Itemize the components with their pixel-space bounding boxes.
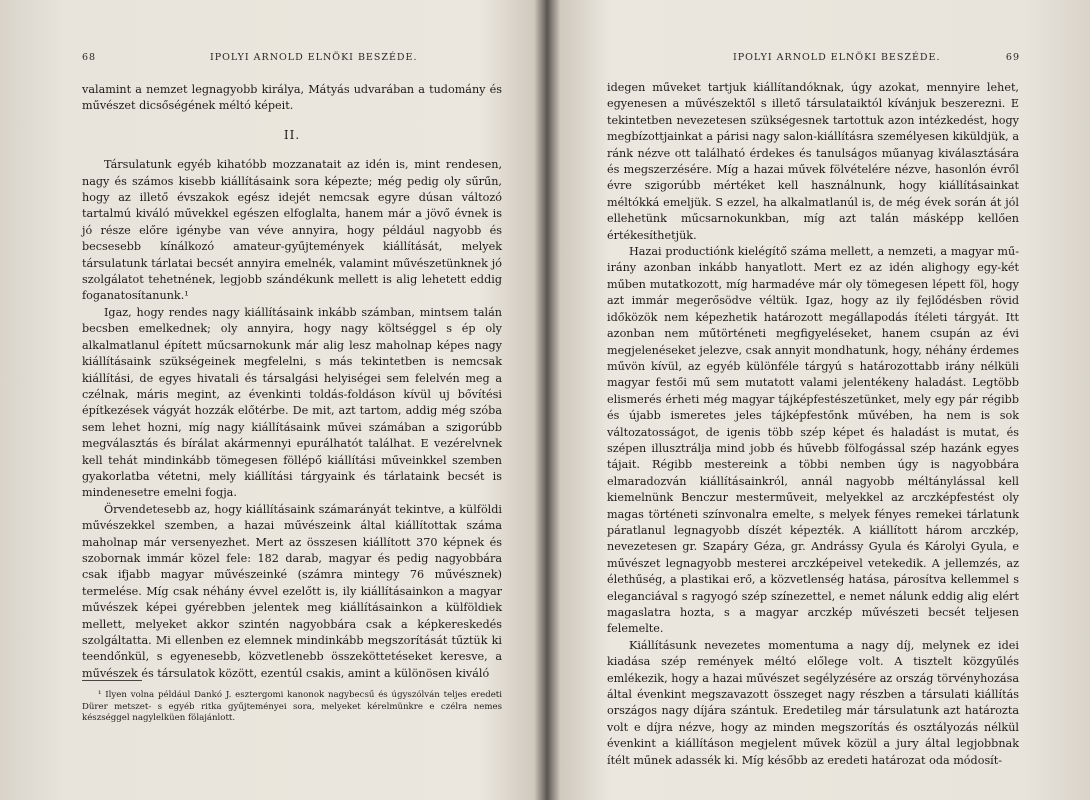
section-heading: II. bbox=[283, 127, 301, 142]
footnote bbox=[82, 690, 502, 725]
footnote-rule bbox=[82, 680, 142, 681]
right-page-body bbox=[607, 80, 1019, 769]
paragraph: Hazai productiónk kielégítő száma mellett, a nemzeti, a magyar mű-irány azonban inkább hanyatlott. Mert ez az idén alighogy egy-két műben mutatkozott, míg harmadéve már oly tömegesen lépett föl, hogy azt immár megerősödve véltük. Igaz, hogy az ily fejlődésben rövid időközök nem képezhetik határozott megállapodás ítéleti tárgyát. Itt azonban nem műtörténeti megfigyeléseket, hanem csupán az évi megjelenéseket jelezve, csak annyit mondhatunk, hogy, néhány érdemes művön kívül, az egyéb különféle tárgyú s határozottabb irány nélküli magyar festői mű sem mutatott valami jelentékeny haladást. Legtöbb elismerés érheti még magyar tájképfestészetünket, mely egy pár régibb és újabb ismeretes jeles tájképfestőnk művében, ha nem is sok változatosságot, de igenis több szép képet és haladást is mutat, és szépen illusztrálja mind jobb és hűvebb fölfogással szép hazánk egyes tájait. Régibb mestereink a többi nemben úgy is nagyobbára elmaradozván kiállításainkról, annál nagyobb méltánylással kell kiemelnünk Benczur mesterműveit, melyekkel az arczképfestést oly magas történeti színvonalra emelte, s melyek fényes remekei tárlatunk páratlanul legnagyobb díszét képezték. A kiállított három arczkép, nevezetesen gr. Szapáry Géza, gr. Andrássy Gyula és Károlyi Gyula, e művészet legnagyobb mesterei arczképeivel vetekedik. A jellemzés, az élethűség, a plastikai erő, a közvetlenség hatása, párosítva kellemmel s eleganciával s ragyogó szép színezettel, e nemet nálunk eddig alig elért magaslatra hozta, s a magyar arczkép művészeti becsét teljesen felemelte. bbox=[607, 245, 1019, 636]
paragraph: idegen műveket tartjuk kiállítandóknak, úgy azokat, mennyire lehet, egyenesen a művészektől s illető társulataiktól kívánjuk beszerezni. E tekintetben nevezetesen szükségesnek tartottuk azon intézkedést, hogy megbízottjainkat a párisi nagy salon-kiállításra személyesen kiküldjük, a ránk nézve ott található érdekes és tanulságos műanyag kiválasztására és megszerzésére. Míg a hazai művek fölvételére nézve, hasonlón évről évre szigorúbb mértéket kell használnunk, hogy kiállításainkat méltókká emeljük. S ezzel, ha alkalmatlanúl is, de még évek során át jól ellehetünk műcsarnokunkban, míg azt talán másképp kellően értékesíthetjük. bbox=[607, 81, 1019, 242]
running-head-right: IPOLYI ARNOLD ELNÖKI BESZÉDE. bbox=[733, 52, 941, 63]
paragraph: Igaz, hogy rendes nagy kiállításaink inkább számban, mintsem talán becsben emelkednek; oly annyira, hogy nagy költséggel s ép oly alkalmatlanul épített műcsarnokunk már alig lesz maholnap képes nagy kiállításaink szükségeinek megfelelni, s más tekintetben is nemcsak kiállítási, de egyes hivatali és társalgási helyiségei sem felelvén meg a czélnak, máris megint, az évenkinti toldás-foldáson kívül uj bővítési építkezések vágyát hozzák előtérbe. De mit, azt tartom, addig még szóba sem lehet hozni, míg nagy kiállításaink művei számában a szigorúbb megválasztás és bírálat akármennyi epurálhatót találhat. E vezérelvnek kell tehát mindinkább tömegesen föllépő kiállítási műveinkkel szemben gyakorlatba vétetni, mely kiállítási tárgyaink és tárlataink becsét is mindenesetre emelni fogja. bbox=[82, 305, 502, 500]
page-number-right: 69 bbox=[1005, 52, 1020, 63]
running-head-left: IPOLYI ARNOLD ELNÖKI BESZÉDE. bbox=[210, 52, 418, 63]
paragraph: Társulatunk egyéb kihatóbb mozzanatait az idén is, mint rendesen, nagy és számos kisebb kiállításaink sora képezte; még pedig oly sűrűn, hogy az illető évszakok egész idejét nemcsak egyre dúsan változó tartalmú kiváló művekkel egészen elfoglalta, hanem már a jövő évnek is jó része előre igénybe van véve annyira, hogy például nagyobb és becsesebb kínálkozó amateur-gyűjtemények kiállítását, melyek társulatunk tárlatai becsét annyira emelnék, valamint művészetünknek jó szolgálatot tehetnének, legjobb szándékunk mellett is alig lehetett eddig foganatosítanunk.¹ bbox=[82, 158, 502, 303]
page-number-left: 68 bbox=[82, 52, 97, 63]
paragraph: Kiállításunk nevezetes momentuma a nagy díj, melynek ez idei kiadása szép remények méltó előlege volt. A tisztelt közgyűlés emlékezik, hogy a hazai művészet segélyzésére az ország törvényhozása által évenkint megszavazott összeget nagy részben a társulati kiállítás országos nagy díjára szántuk. Eredetileg már társulatunk azt határozta volt e díjra nézve, hogy az minden megszorítás és osztályozás nélkül évenkint a kiállításon megjelent művek közül a jury által legjobbnak ítélt műnek adassék ki. Míg később az eredeti határozat oda módosít- bbox=[607, 638, 1019, 767]
paragraph: Örvendetesebb az, hogy kiállításaink számarányát tekintve, a külföldi művészekkel szemben, a hazai művészeink által kiállítottak száma maholnap már versenyezhet. Mert az összesen kiállított 370 képnek és szobornak immár közel fele: 182 darab, magyar és pedig nagyobbára csak ifjabb magyar művészeinké (számra mintegy 76 művésznek) termelése. Míg csak néhány évvel ezelőtt is, ily kiállításainkon a magyar művészek képei gyérebben jelentek meg kiállításainkon a külföldiek mellett, melyeket akkor szintén nagyobbára csak a képkereskedés szolgáltatta. Mi ellenben ez elemnek mindinkább megszorítását tűztük ki teendőnkül, s egyenesebb, közvetlenebb összeköttetéseket keresve, a művészek és társulatok között, ezentúl csakis, amint a különösen kiváló bbox=[82, 502, 502, 680]
right-page bbox=[545, 0, 1090, 800]
left-page-body bbox=[82, 82, 502, 682]
opening-lines: valamint a nemzet legnagyobb királya, Mátyás udvarában a tudomány és művészet dicsőségének méltó képeit. bbox=[82, 83, 502, 113]
footnote-text: ¹ Ilyen volna például Dankó J. esztergomi kanonok nagybecsű és úgyszólván teljes eredeti Dürer metszet- s egyéb ritka gyűjteményei sora, melyeket kérelmünkre e czélra nemes készséggel nagylelküen fölajánlott. bbox=[82, 690, 502, 724]
